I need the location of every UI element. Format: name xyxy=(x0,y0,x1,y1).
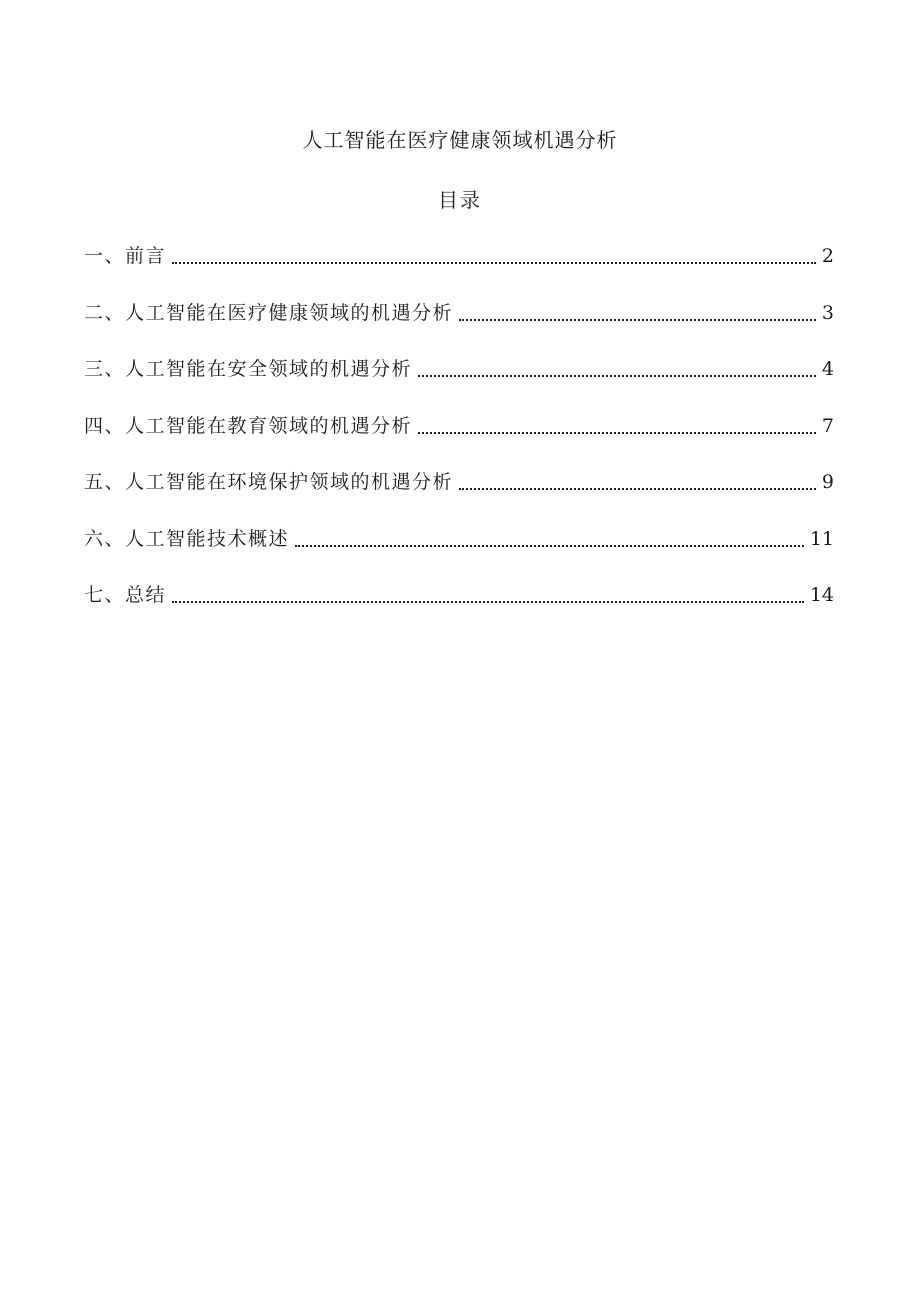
toc-entry-label: 一、前言 xyxy=(84,245,167,267)
toc-entry-page-number: 11 xyxy=(809,527,834,550)
toc-entry-label: 六、人工智能技术概述 xyxy=(84,527,290,550)
toc-dot-leader xyxy=(459,318,816,321)
table-of-contents xyxy=(84,242,834,638)
toc-dot-leader xyxy=(172,600,804,603)
toc-dot-leader xyxy=(418,374,816,377)
toc-entry-label: 五、人工智能在环境保护领域的机遇分析 xyxy=(84,471,454,493)
toc-entry-healthcare[interactable] xyxy=(84,299,834,356)
toc-entry-page-number: 7 xyxy=(821,414,834,437)
toc-entry-page-number: 2 xyxy=(821,245,834,267)
toc-entry-page-number: 4 xyxy=(821,358,834,380)
toc-entry-page-number: 9 xyxy=(821,471,834,493)
toc-entry-environment[interactable] xyxy=(84,468,834,525)
toc-dot-leader xyxy=(459,487,816,490)
toc-entry-label: 三、人工智能在安全领域的机遇分析 xyxy=(84,358,413,380)
toc-entry-summary[interactable] xyxy=(84,581,834,638)
toc-entry-preface[interactable] xyxy=(84,242,834,299)
toc-heading: 目录 xyxy=(438,188,482,212)
document-title: 人工智能在医疗健康领域机遇分析 xyxy=(302,128,618,152)
toc-entry-label: 七、总结 xyxy=(84,584,167,606)
toc-dot-leader xyxy=(418,431,816,434)
toc-entry-education[interactable] xyxy=(84,412,834,469)
toc-dot-leader xyxy=(295,544,804,547)
toc-entry-label: 二、人工智能在医疗健康领域的机遇分析 xyxy=(84,301,454,324)
toc-entry-security[interactable] xyxy=(84,355,834,412)
toc-entry-label: 四、人工智能在教育领域的机遇分析 xyxy=(84,414,413,437)
toc-entry-page-number: 14 xyxy=(809,584,834,606)
toc-dot-leader xyxy=(172,261,816,264)
toc-entry-technology-overview[interactable] xyxy=(84,525,834,582)
toc-entry-page-number: 3 xyxy=(821,301,834,324)
